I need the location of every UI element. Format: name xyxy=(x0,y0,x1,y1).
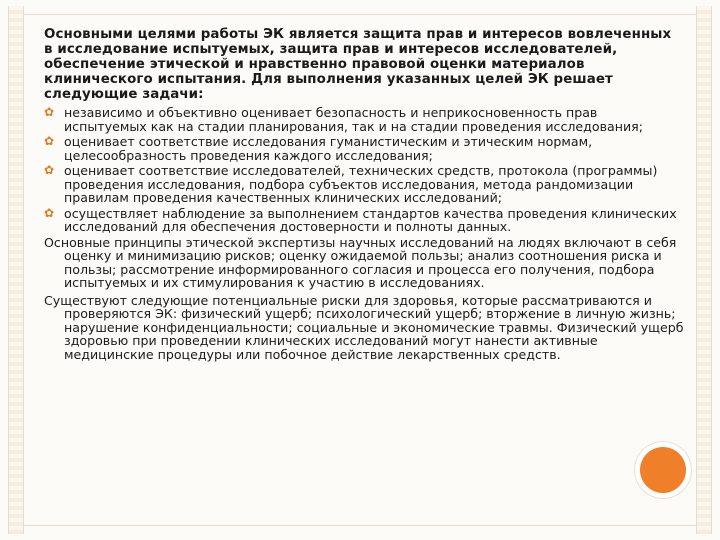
frame-border-bottom xyxy=(8,525,712,534)
list-item-text: независимо и объективно оценивает безопасность и неприкосновенность прав испытуемых как на стадии планирования, так и на стадии проведения исследования; xyxy=(64,105,643,134)
slide-content xyxy=(44,27,684,365)
task-list xyxy=(44,106,684,234)
list-item-text: оценивает соответствие исследования гуманистическим и этическим нормам, целесообразность проведения каждого исследования; xyxy=(64,134,593,163)
diamond-bullet-icon: ✿ xyxy=(44,105,55,119)
list-item-text: оценивает соответствие исследователей, технических средств, протокола (программы) проведения исследования, подбора субъектов исследования, метода рандомизации правилам проведения качественных клинических исследований; xyxy=(64,163,658,205)
list-item xyxy=(44,135,684,162)
diamond-bullet-icon: ✿ xyxy=(44,134,55,148)
orange-circle-icon xyxy=(640,447,686,493)
list-item-text: осуществляет наблюдение за выполнением стандартов качества проведения клинических исследований для обеспечения достоверности и полноты данных. xyxy=(64,205,677,234)
diamond-bullet-icon: ✿ xyxy=(44,163,55,177)
diamond-bullet-icon: ✿ xyxy=(44,205,55,220)
list-item xyxy=(44,106,684,133)
list-item xyxy=(44,164,684,205)
principles-paragraph: Основные принципы этической экспертизы научных исследований на людях включают в себя оценку и минимизацию рисков; оценку ожидаемой пользы; анализ соотношения риска и пользы; рассмотрение информированного согласия и процесса его получения, подбора испытуемых и их стимулирования к участию в исследованиях. xyxy=(44,234,677,290)
frame-border-right xyxy=(696,6,712,534)
list-item xyxy=(44,207,684,234)
intro-text: Основными целями работы ЭК является защита прав и интересов вовлеченных в исследование испытуемых, защита прав и интересов исследователей, обеспечение этической и нравственно правовой оценки материалов клинического испытания. Для выполнения указанных целей ЭК решает следующие задачи: xyxy=(44,27,672,102)
frame-border-left xyxy=(8,6,24,534)
risks-paragraph: Существуют следующие потенциальные риски для здоровья, которые рассматриваются и проверяются ЭК: физический ущерб; психологический ущерб; вторжение в личную жизнь; нарушение конфиденциальности; социальные и экономические травмы. Физический ущерб здоровью при проведении клинических исследований могут нанести активные медицинские процедуры или побочное действие лекарственных средств. xyxy=(44,292,684,362)
frame-border-top xyxy=(8,6,712,15)
